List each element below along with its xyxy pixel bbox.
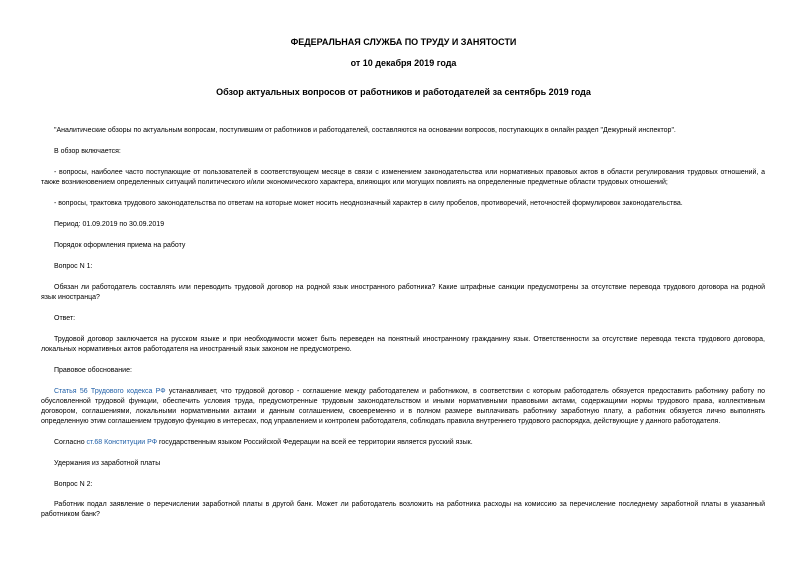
legal-basis-line-3: договором, соглашениями, локальными нормативными актами и данным соглашением, своевременно и в полном размере выплачивать работнику заработную плату, а работник обязуется лично выполнять (41, 408, 765, 415)
question-1-line-2: язык иностранца? (41, 294, 100, 301)
list-item-2: - вопросы, трактовка трудового законодательства по ответам на которые может носить неоднозначный характер в силу пробелов, противоречий, неточностей формулировок законодательства. (54, 200, 683, 207)
question-2-line-1: Работник подал заявление о перечислении заработной платы в другой банк. Может ли работодатель возложить на работника расходы на комиссию за перечисление последнему заработной платы в указанный (54, 501, 765, 508)
agency-heading: ФЕДЕРАЛЬНАЯ СЛУЖБА ПО ТРУДУ И ЗАНЯТОСТИ (290, 37, 517, 47)
section-heading-deductions: Удержания из заработной платы (54, 460, 161, 467)
question-2-label: Вопрос N 2: (54, 481, 93, 488)
list-item-1-line-2: также возникновением определенных ситуаций политического и/или экономического характера, влияющих или могущих повлиять на определенные предметные области трудовых отношений; (41, 179, 668, 186)
document-title: Обзор актуальных вопросов от работников и работодателей за сентябрь 2019 года (216, 87, 591, 97)
state-language-paragraph (54, 438, 473, 449)
includes-label: В обзор включается: (54, 148, 121, 155)
period-text: Период: 01.09.2019 по 30.09.2019 (54, 221, 165, 228)
answer-1-line-1: Трудовой договор заключается на русском языке и при необходимости может быть переведен на понятный иностранному гражданину язык. Ответственности за отсутствие перевода текста трудового договора, (54, 336, 765, 343)
state-language-prefix: Согласно (54, 439, 87, 446)
intro-paragraph: "Аналитические обзоры по актуальным вопросам, поступившим от работников и работодателей, составляются на основании вопросов, поступающих в онлайн раздел "Дежурный инспектор". (54, 127, 676, 134)
list-item-1-line-1: - вопросы, наиболее часто поступающие от пользователей в соответствующем месяце в связи с изменением законодательства или нормативных правовых актов в области регулирования трудовых отношений, а (54, 169, 765, 176)
legal-basis-line-4: определенную этим соглашением трудовую функцию в интересах, под управлением и контролем работодателя, соблюдать правила внутреннего трудового распорядка, действующие у данного работодателя. (41, 418, 721, 425)
legal-basis-line-2: обусловленной трудовой функции, обеспечить условия труда, предусмотренные трудовым законодательством и иными нормативными правовыми актами, содержащими нормы трудового права, коллективным (41, 398, 765, 405)
state-language-text: государственным языком Российской Федерации на всей ее территории является русский язык. (157, 439, 473, 446)
answer-1-label: Ответ: (54, 315, 76, 322)
question-1-label: Вопрос N 1: (54, 263, 93, 270)
answer-1-line-2: локальных нормативных актов работодателя на иностранный язык законом не предусмотрено. (41, 346, 352, 353)
document-date: от 10 декабря 2019 года (350, 58, 457, 68)
section-heading-hiring: Порядок оформления приема на работу (54, 242, 186, 249)
question-1-line-1: Обязан ли работодатель составлять или переводить трудовой договор на родной язык иностранного работника? Какие штрафные санкции предусмотрены за отсутствие перевода трудового договора на родной (54, 284, 765, 291)
labor-code-article-56-link[interactable]: Статья 56 Трудового кодекса РФ (54, 388, 166, 395)
legal-basis-line-1 (54, 387, 765, 398)
constitution-article-68-link[interactable]: ст.68 Конституции РФ (86, 439, 158, 446)
legal-basis-label: Правовое обоснование: (54, 367, 132, 374)
legal-basis-line-1-text: устанавливает, что трудовой договор - соглашение между работодателем и работником, в соответствии с которым работодатель обязуется предоставить работнику работу по (165, 388, 765, 395)
question-2-line-2: работником банк? (41, 511, 100, 518)
